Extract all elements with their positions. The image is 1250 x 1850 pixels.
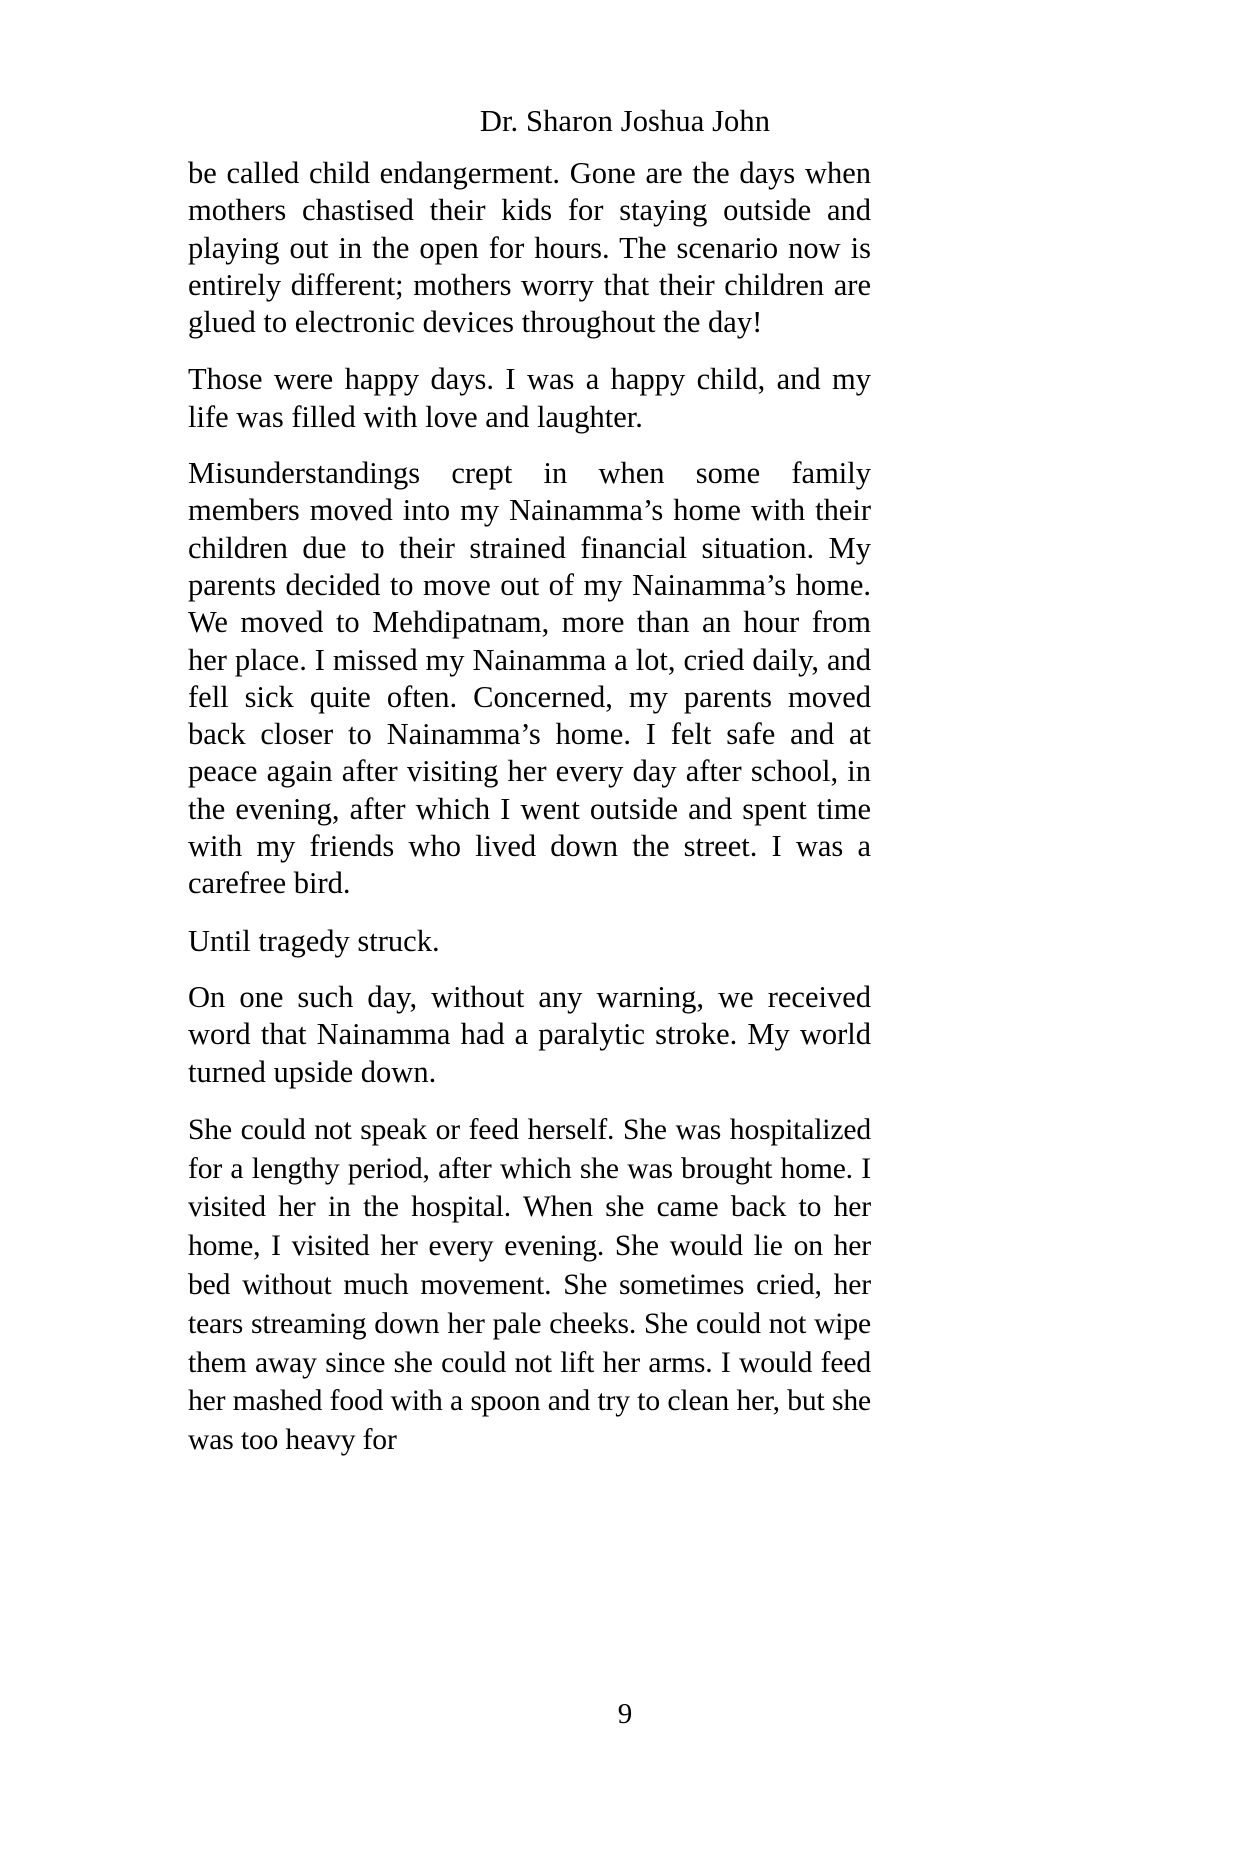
paragraph-6: She could not speak or feed herself. She was hospitalized for a lengthy period, after which she was brought home. I visited her in the hospital. When she came back to her home, I visited her every evening. She would lie on her bed without much movement. She sometimes cried, her tears streaming down her pale cheeks. She could not wipe them away since she could not lift her arms. I would feed her mashed food with a spoon and try to clean her, but she was too heavy for xyxy=(188,1113,871,1457)
paragraph-4: Until tragedy struck. xyxy=(188,923,440,958)
paragraph-2: Those were happy days. I was a happy child, and my life was filled with love and laughter. xyxy=(188,362,871,434)
page-number: 9 xyxy=(617,1698,633,1730)
paragraph-5: On one such day, without any warning, we received word that Nainamma had a paralytic stroke. My world turned upside down. xyxy=(188,979,871,1089)
body-text-column xyxy=(188,155,871,1478)
paragraph-3: Misunderstandings crept in when some family members moved into my Nainamma’s home with their children due to their strained financial situation. My parents decided to move out of my Nainamma’s home. We moved to Mehdipatnam, more than an hour from her place. I missed my Nainamma a lot, cried daily, and fell sick quite often. Concerned, my parents moved back closer to Nainamma’s home. I felt safe and at peace again after visiting her every day after school, in the evening, after which I went outside and spent time with my friends who lived down the street. I was a carefree bird. xyxy=(188,456,871,901)
paragraph-1: be called child endangerment. Gone are the days when mothers chastised their kids for staying outside and playing out in the open for hours. The scenario now is entirely different; mothers worry that their children are glued to electronic devices throughout the day! xyxy=(188,156,871,340)
running-header: Dr. Sharon Joshua John xyxy=(479,104,771,138)
